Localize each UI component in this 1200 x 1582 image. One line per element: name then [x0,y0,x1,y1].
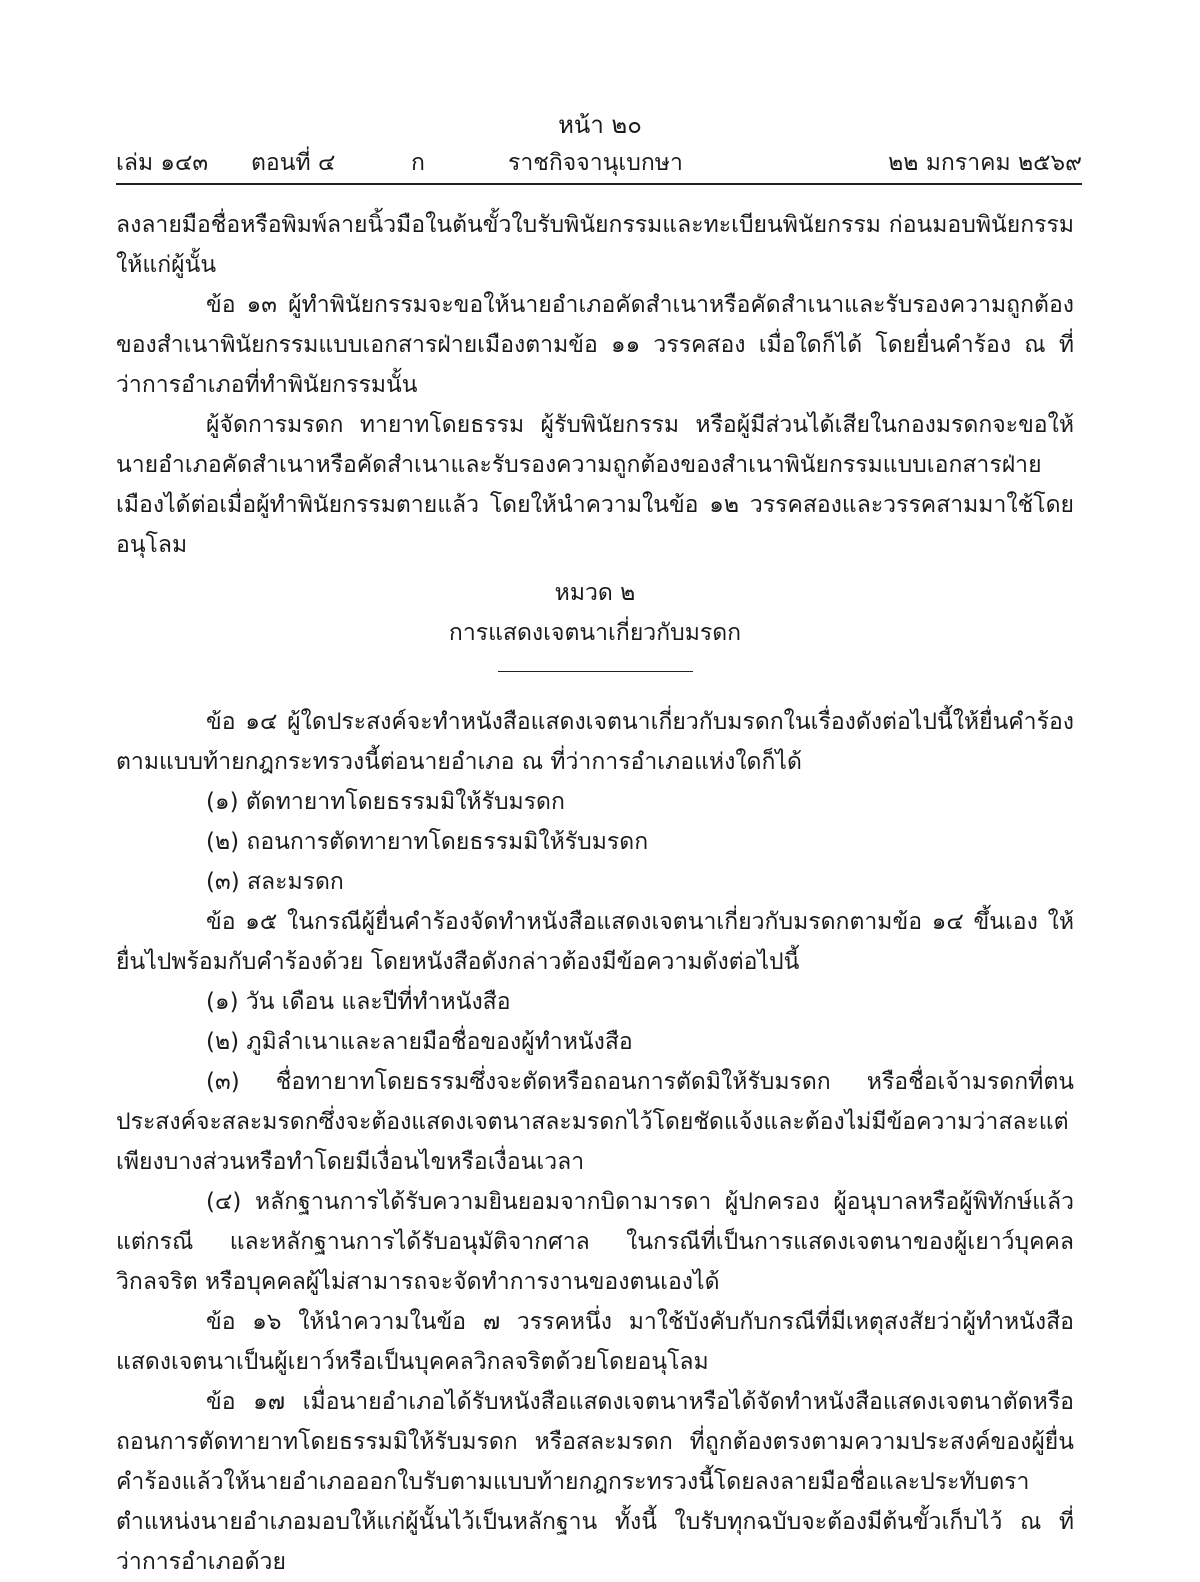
part-letter: ก [411,150,425,176]
chapter-heading: หมวด ๒ [554,580,636,606]
clause-14-item: (๑) ตัดทายาทโดยธรรมมิให้รับมรดก [206,789,565,815]
gazette-name: ราชกิจจานุเบกษา [508,150,683,176]
document-body [116,205,1074,1582]
clause-15: ข้อ ๑๕ ในกรณีผู้ยื่นคำร้องจัดทำหนังสือแสดงเจตนาเกี่ยวกับมรดกตามข้อ ๑๔ ขึ้นเอง ให้ยื่นไปพร้อมกับคำร้องด้วย โดยหนังสือดังกล่าวต้องมีข้อความดังต่อไปนี้ [116,909,1074,975]
page-number: หน้า ๒๐ [558,111,642,139]
clause-14-item: (๓) สละมรดก [206,869,344,895]
clause-15-item: (๒) ภูมิลำเนาและลายมือชื่อของผู้ทำหนังสือ [206,1029,633,1055]
clause-16: ข้อ ๑๖ ให้นำความในข้อ ๗ วรรคหนึ่ง มาใช้บังคับกับกรณีที่มีเหตุสงสัยว่าผู้ทำหนังสือแสดงเจตนาเป็นผู้เยาว์หรือเป็นบุคคลวิกลจริตด้วยโดยอนุโลม [116,1309,1074,1375]
paragraph: ลงลายมือชื่อหรือพิมพ์ลายนิ้วมือในต้นขั้วใบรับพินัยกรรมและทะเบียนพินัยกรรม ก่อนมอบพินัยกรรมให้แก่ผู้นั้น [116,212,1074,278]
volume-number: เล่ม ๑๔๓ [116,150,209,176]
chapter-title: การแสดงเจตนาเกี่ยวกับมรดก [448,620,742,646]
clause-13: ข้อ ๑๓ ผู้ทำพินัยกรรมจะขอให้นายอำเภอคัดสำเนาหรือคัดสำเนาและรับรองความถูกต้องของสำเนาพินัยกรรมแบบเอกสารฝ่ายเมืองตามข้อ ๑๑ วรรคสอง เมื่อใดก็ได้ โดยยื่นคำร้อง ณ ที่ว่าการอำเภอที่ทำพินัยกรรมนั้น [116,292,1074,398]
publication-date: ๒๒ มกราคม ๒๕๖๙ [888,150,1082,176]
clause-15-item: (๓) ชื่อทายาทโดยธรรมซึ่งจะตัดหรือถอนการตัดมิให้รับมรดก หรือชื่อเจ้ามรดกที่ตนประสงค์จะสละมรดกซึ่งจะต้องแสดงเจตนาสละมรดกไว้โดยชัดแจ้งและต้องไม่มีข้อความว่าสละแต่เพียงบางส่วนหรือทำโดยมีเงื่อนไขหรือเงื่อนเวลา [116,1069,1074,1175]
clause-15-item: (๔) หลักฐานการได้รับความยินยอมจากบิดามารดา ผู้ปกครอง ผู้อนุบาลหรือผู้พิทักษ์แล้วแต่กรณี และหลักฐานการได้รับอนุมัติจากศาล ในกรณีที่เป็นการแสดงเจตนาของผู้เยาว์บุคคลวิกลจริต หรือบุคคลผู้ไม่สามารถจะจัดทำการงานของตนเองได้ [116,1189,1074,1295]
section-number: ตอนที่ ๔ [251,150,336,176]
gazette-header [116,146,1082,184]
clause-14-item: (๒) ถอนการตัดทายาทโดยธรรมมิให้รับมรดก [206,829,649,855]
clause-14: ข้อ ๑๔ ผู้ใดประสงค์จะทำหนังสือแสดงเจตนาเกี่ยวกับมรดกในเรื่องดังต่อไปนี้ให้ยื่นคำร้องตามแบบท้ายกฎกระทรวงนี้ต่อนายอำเภอ ณ ที่ว่าการอำเภอแห่งใดก็ได้ [116,709,1074,775]
clause-15-item: (๑) วัน เดือน และปีที่ทำหนังสือ [206,989,511,1015]
clause-13-paragraph-2: ผู้จัดการมรดก ทายาทโดยธรรม ผู้รับพินัยกรรม หรือผู้มีส่วนได้เสียในกองมรดกจะขอให้นายอำเภอคัดสำเนาหรือคัดสำเนาและรับรองความถูกต้องของสำเนาพินัยกรรมแบบเอกสารฝ่ายเมืองได้ต่อเมื่อผู้ทำพินัยกรรมตายแล้ว โดยให้นำความในข้อ ๑๒ วรรคสองและวรรคสามมาใช้โดยอนุโลม [116,412,1074,558]
clause-17: ข้อ ๑๗ เมื่อนายอำเภอได้รับหนังสือแสดงเจตนาหรือได้จัดทำหนังสือแสดงเจตนาตัดหรือถอนการตัดทายาทโดยธรรมมิให้รับมรดก หรือสละมรดก ที่ถูกต้องตรงตามความประสงค์ของผู้ยื่นคำร้องแล้วให้นายอำเภอออกใบรับตามแบบท้ายกฎกระทรวงนี้โดยลงลายมือชื่อและประทับตราตำแหน่งนายอำเภอมอบให้แก่ผู้นั้นไว้เป็นหลักฐาน ทั้งนี้ ใบรับทุกฉบับจะต้องมีต้นขั้วเก็บไว้ ณ ที่ว่าการอำเภอด้วย [116,1389,1074,1575]
header-divider [116,183,1082,185]
chapter-divider [498,671,693,672]
